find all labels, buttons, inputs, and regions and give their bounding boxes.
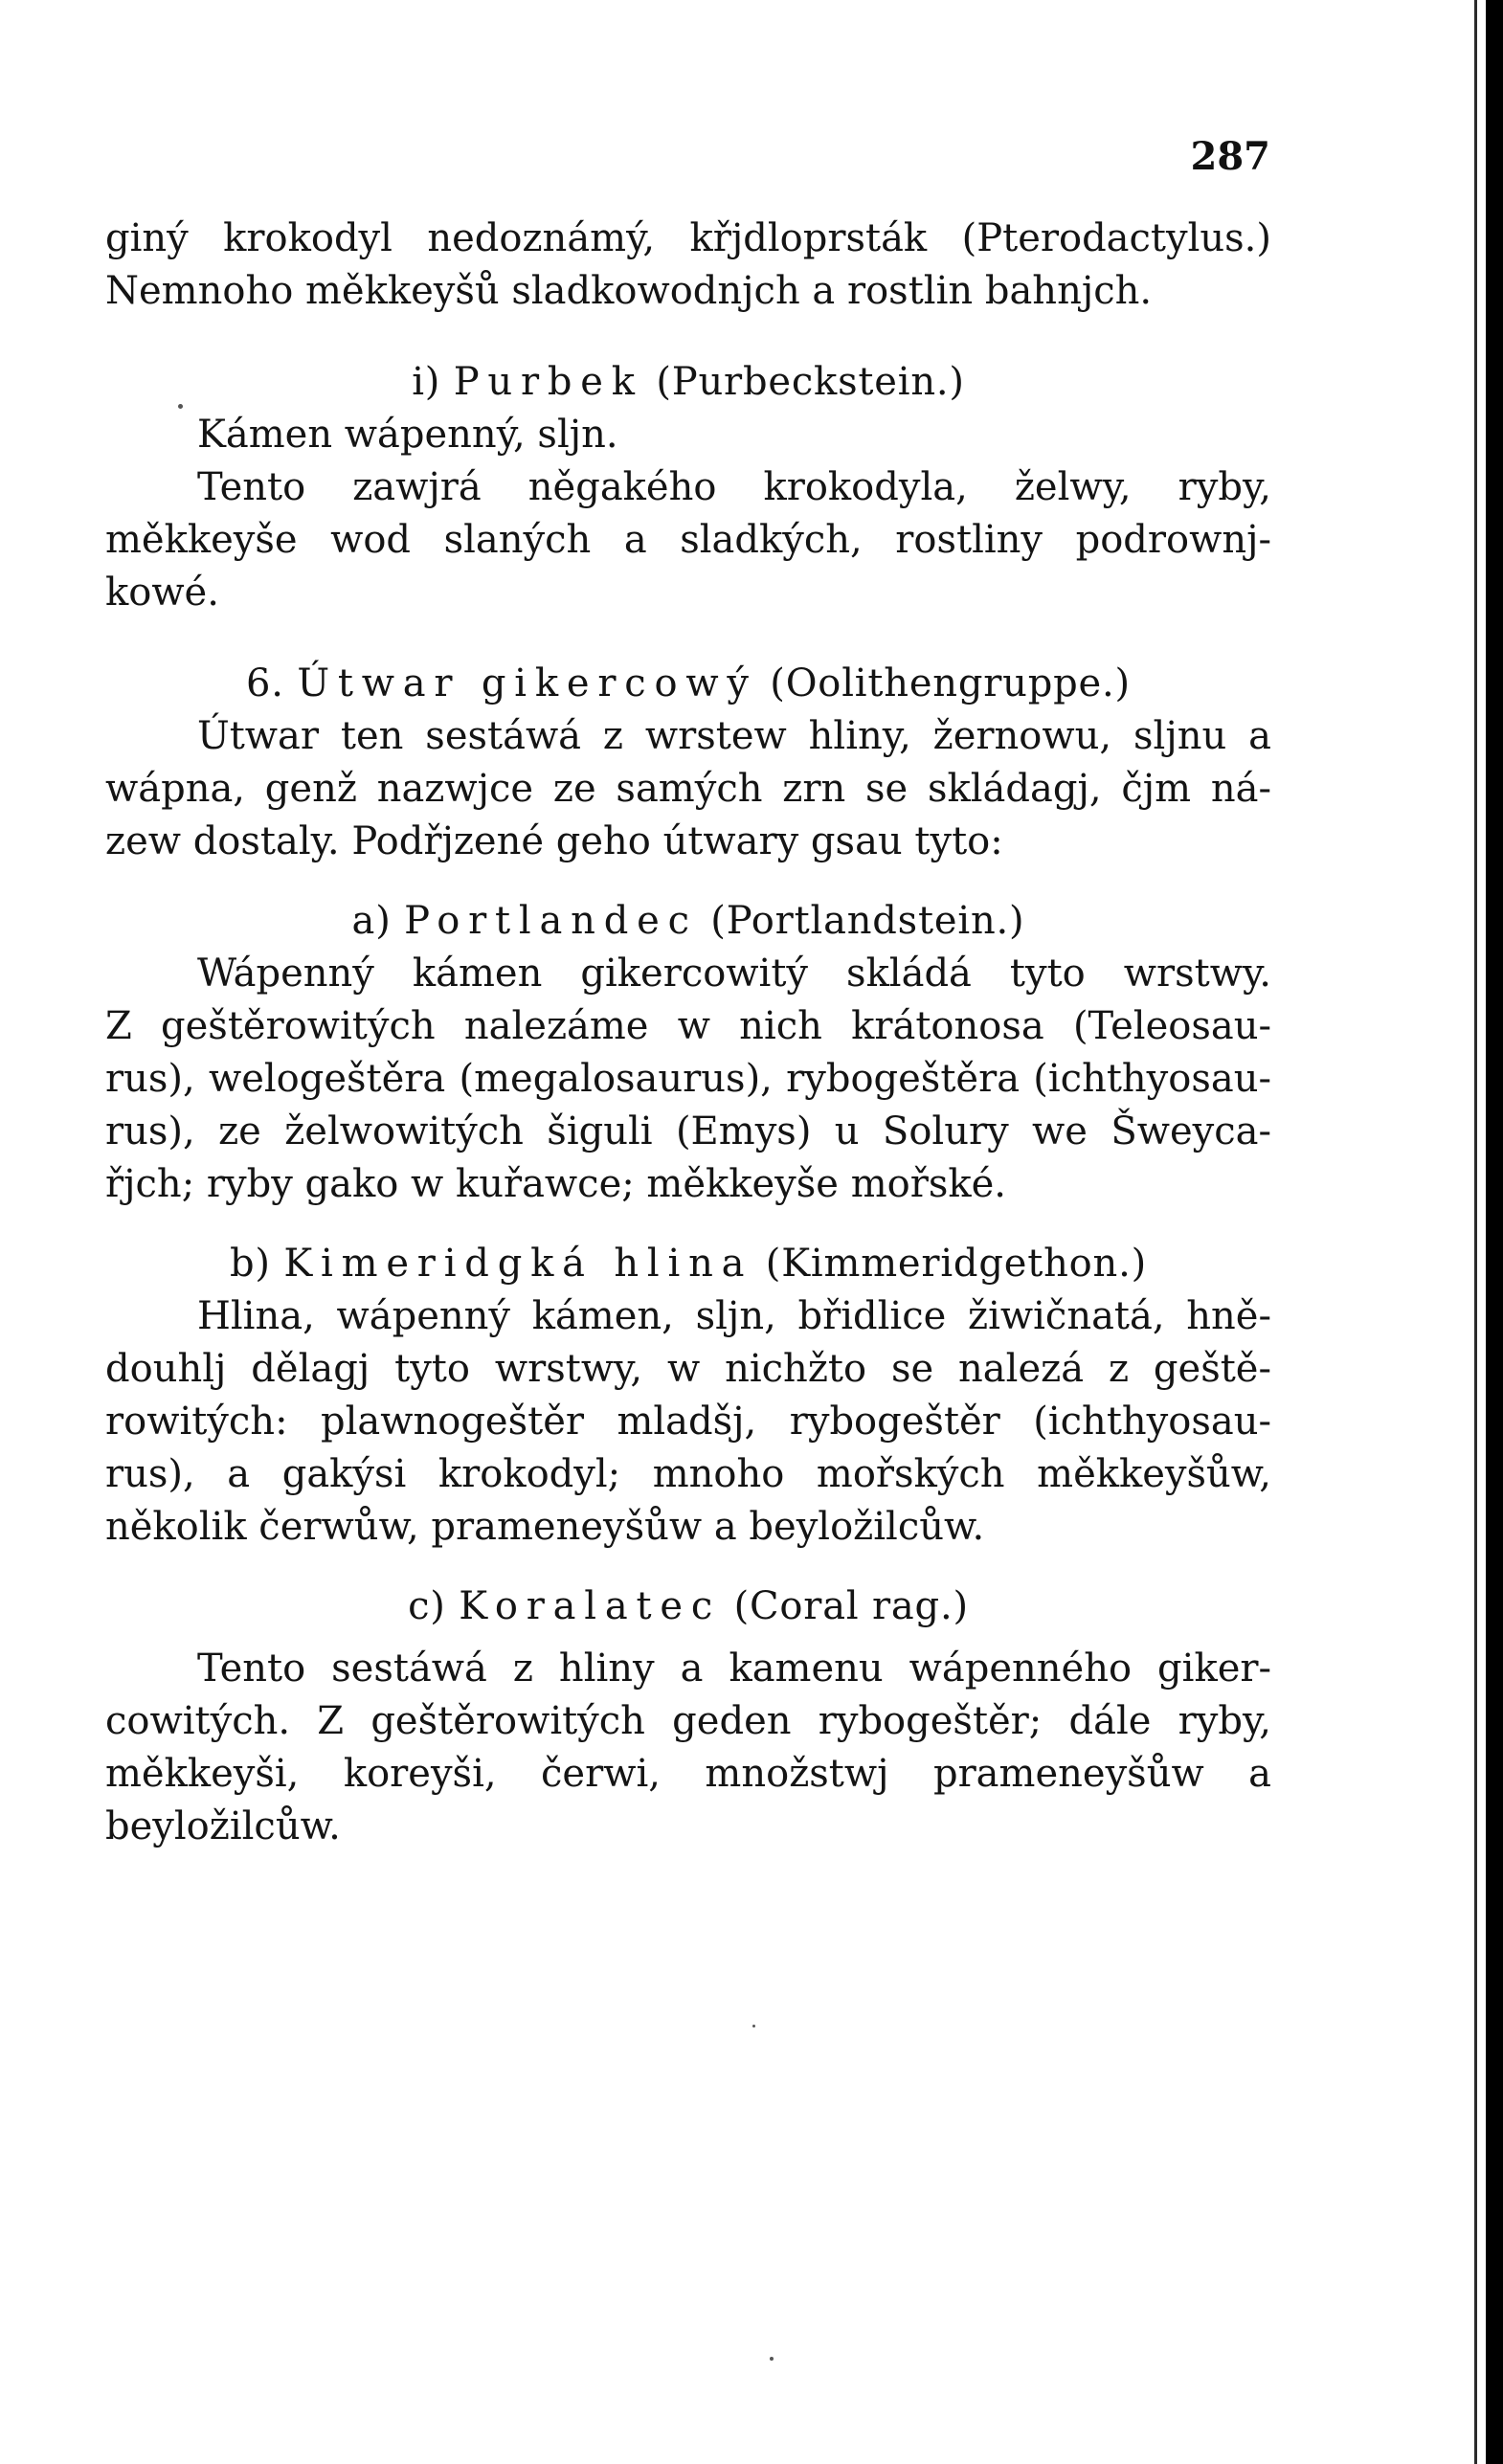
section-heading [105,895,1271,948]
text-line: rus), welogeštěra (megalosaurus), rybogeštěra (ichthyosau- [105,1057,1271,1101]
text-line: Tento sestáwá z hliny a kamenu wápenného giker- [197,1646,1271,1691]
text-line: rus), a gakýsi krokodyl; mnoho mořských měkkeyšůw, [105,1452,1271,1496]
text-line: Z geštěrowitých nalezáme w nich krátonosa (Teleosau- [105,1004,1271,1048]
heading-part: 6. [246,661,298,706]
heading-part: a) [351,899,405,943]
section-heading [105,1580,1271,1633]
text-line: douhlj dělagj tyto wrstwy, w nichžto se nalezá z geště- [105,1347,1271,1391]
heading-title: Útwar gikercowý [297,661,757,706]
paragraph-gap [105,318,1271,356]
text-line: rowitých: plawnogeštěr mladšj, rybogeštěr (ichthyosau- [105,1400,1271,1444]
scan-border [1486,0,1503,2464]
section-heading [105,356,1271,409]
text-line: Tento zawjrá něgakého krokodyla, želwy, ryby, [197,465,1271,509]
text-line: Útwar ten sestáwá z wrstew hliny, žernowu, sljnu a [197,714,1271,758]
paragraph-gap [105,868,1271,895]
paragraph-gap [105,1211,1271,1238]
heading-part: (Portlandstein.) [697,899,1025,943]
heading-part: (Coral rag.) [721,1584,969,1628]
text-line: Wápenný kámen gikercowitý skládá tyto wrstwy. [197,952,1271,996]
heading-part: i) [412,360,454,404]
heading-title: Kimeridgká hlina [283,1242,753,1286]
text-line: několik čerwůw, prameneyšůw a beyložilcůw. [105,1505,985,1549]
text-line: řjch; ryby gako w kuřawce; měkkeyše mořské. [105,1162,1006,1206]
section-heading [105,1238,1271,1290]
ink-speck [770,2357,774,2361]
text-line: Kámen wápenný, sljn. [197,413,618,457]
heading-title: Purbek [453,360,643,404]
heading-part: c) [408,1584,460,1628]
ink-speck [178,404,183,409]
text-line: měkkeyše wod slaných a sladkých, rostliny podrownj- [105,518,1271,562]
text-line: Hlina, wápenný kámen, sljn, břidlice žiwičnatá, hně- [197,1294,1271,1338]
heading-part: b) [229,1242,284,1286]
text-line: beyložilcůw. [105,1804,341,1848]
text-line: měkkeyši, koreyši, čerwi, množstwj prameneyšůw a [105,1752,1271,1796]
text-line: wápna, genž nazwjce ze samých zrn se skládagj, čjm ná- [105,767,1271,811]
heading-part: (Kimmeridgethon.) [752,1242,1148,1286]
heading-part: (Oolithengruppe.) [756,661,1131,706]
paragraph-gap [105,619,1271,658]
heading-title: Koralatec [459,1584,722,1628]
paragraph-gap [105,1633,1271,1643]
text-line: cowitých. Z geštěrowitých geden rybogeštěr; dále ryby, [105,1699,1271,1743]
text-line: Nemnoho měkkeyšů sladkowodnjch a rostlin bahnjch. [105,269,1153,313]
page-text [105,213,1271,1853]
text-line: rus), ze želwowitých šiguli (Emys) u Solury we Šweyca- [105,1109,1271,1154]
heading-title: Portlandec [404,899,698,943]
section-heading [105,658,1271,710]
page-edge-shadow [1474,0,1477,2464]
text-line: giný krokodyl nedoznámý, křjdloprsták (Pterodactylus.) [105,216,1271,260]
paragraph-gap [105,1554,1271,1580]
page-number: 287 [1190,134,1270,179]
text-line: zew dostaly. Podřjzené geho útwary gsau tyto: [105,819,1003,863]
ink-speck [752,2025,755,2027]
text-line: kowé. [105,571,219,615]
heading-part: (Purbeckstein.) [642,360,965,404]
